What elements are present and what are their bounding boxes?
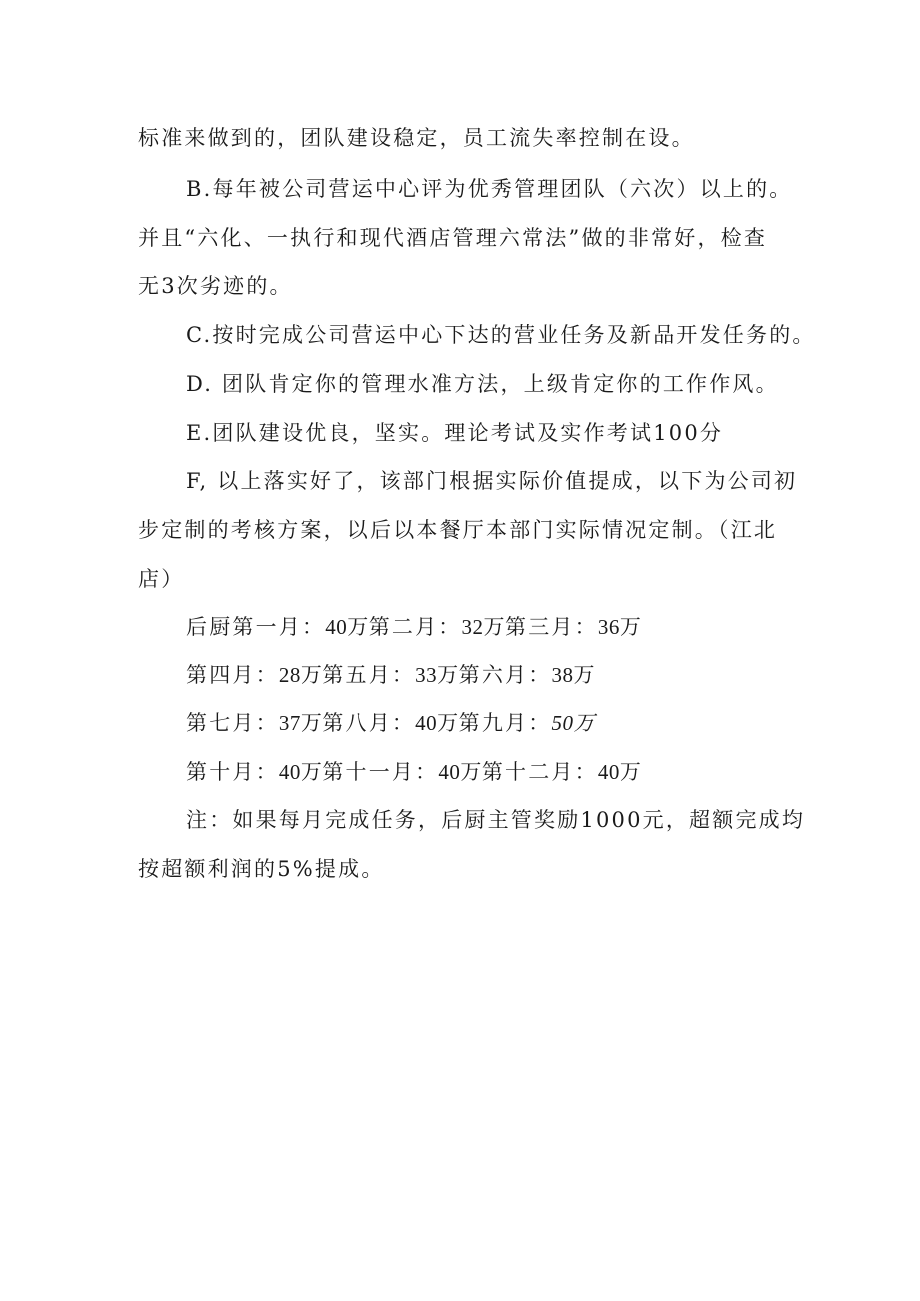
- note-line-1: 注：如果每月完成任务，后厨主管奖励1000元，超额完成均: [186, 808, 806, 832]
- target-value: 40万: [325, 615, 369, 639]
- target-label: 第四月：: [186, 663, 279, 687]
- target-value: 40万: [438, 760, 482, 784]
- target-value: 40万: [415, 711, 459, 735]
- criterion-b-line-2: 并且“六化、一执行和现代酒店管理六常法”做的非常好，检查: [138, 226, 768, 250]
- criterion-b-line-3: 无3次劣迹的。: [138, 274, 293, 298]
- target-value: 50万: [551, 711, 595, 735]
- target-label: 第十月：: [186, 760, 279, 784]
- criterion-d: D. 团队肯定你的管理水准方法，上级肯定你的工作作风。: [186, 372, 779, 396]
- criterion-f-line-2: 步定制的考核方案，以后以本餐厅本部门实际情况定制。（江北: [138, 518, 778, 542]
- paragraph-line-1: 标准来做到的，团队建设稳定，员工流失率控制在设。: [138, 126, 695, 150]
- criterion-c: C.按时完成公司营运中心下达的营业任务及新品开发任务的。: [186, 323, 816, 347]
- note-line-2: 按超额利润的5%提成。: [138, 857, 385, 881]
- criterion-b: B.每年被公司营运中心评为优秀管理团队（六次）以上的。: [186, 177, 793, 201]
- criterion-e: E.团队建设优良，坚实。理论考试及实作考试100分: [186, 421, 724, 445]
- target-row-1: [186, 613, 846, 641]
- criterion-f: F, 以上落实好了，该部门根据实际价值提成，以下为公司初: [186, 469, 798, 493]
- criterion-f-line-3: 店）: [138, 567, 185, 591]
- target-label: 第十一月：: [322, 760, 439, 784]
- target-row-4: [186, 758, 846, 786]
- target-label: 第八月：: [322, 711, 416, 735]
- target-label: 第十二月：: [481, 760, 598, 784]
- target-value: 40万: [597, 760, 642, 784]
- target-value: 33万: [415, 663, 459, 687]
- target-label: 第二月：: [368, 615, 462, 639]
- target-value: 37万: [278, 711, 323, 735]
- target-label: 第五月：: [322, 663, 416, 687]
- target-value: 36万: [597, 615, 642, 639]
- target-value: 40万: [278, 760, 323, 784]
- target-label: 第三月：: [505, 615, 598, 639]
- target-value: 32万: [461, 615, 506, 639]
- target-value: 38万: [551, 663, 595, 687]
- target-value: 28万: [278, 663, 323, 687]
- target-label: 第六月：: [458, 663, 552, 687]
- target-label: 后厨第一月：: [186, 615, 326, 639]
- target-label: 第七月：: [186, 711, 279, 735]
- target-row-2: [186, 661, 846, 689]
- target-row-3: [186, 709, 846, 737]
- target-label: 第九月：: [458, 711, 552, 735]
